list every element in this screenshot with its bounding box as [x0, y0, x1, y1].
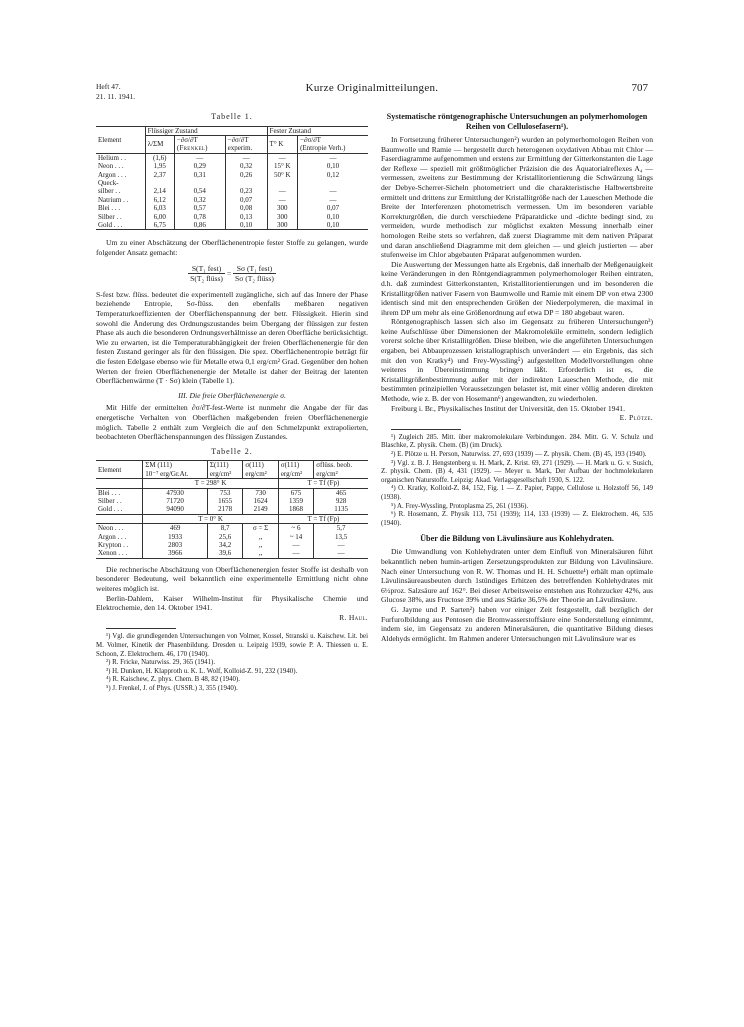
equation: $\frac{\text{S(T₁ fest)}}{\text{S(T₂ flüss)}}$ = $\frac{\text{Sσ (T₁ fest)}}{\text{Sσ (T₂ flüss)}}$: [190, 263, 274, 284]
table-row: Krypton . . 2803 34,2 ,, — —: [96, 541, 368, 549]
footnote: ⁵) J. Frenkel, J. of Phys. (USSR.) 3, 355 (1940).: [106, 684, 238, 692]
section-heading: III. Die freie Oberflächenenergie σ.: [178, 390, 286, 400]
col-frenkel-bot: (Frenkel): [176, 144, 208, 153]
footnote: ³) H. Dunken, H. Klapproth u. K. L. Wolf, Kolloid-Z. 91, 232 (1940).: [106, 667, 298, 675]
table-row: Argon . . . 1933 25,6 ,, ~ 14 13,5: [96, 533, 368, 541]
paragraph: Die Auswertung der Messungen hatte als Ergebnis, daß innerhalb der Meßgenauigkeit keine Veränderungen in den Röntgendiagrammen polymerhomologer Reihen eintraten, d.h. daß zumindest Gitterkonstanten, Kristallitorientierungen und im besonderen die Kristallitgrößen nativer Fasern von Baumwolle und Ramie mit einem DP von etwa 2300 identisch sind mit den entsprechenden Größen der Niederpolymeren, die maximal in ihrem DP um mehr als eine Größenordnung auf etwa DP = 180 abgebaut waren.: [381, 259, 653, 317]
table-1: [96, 126, 368, 231]
paragraph: Freiburg i. Br., Physikalisches Institut der Universität, den 15. Oktober 1941.: [391, 403, 625, 413]
author-signature: R. Haul.: [339, 612, 368, 622]
t2-col-1: ΣM (111): [143, 461, 208, 470]
t2-temp-fp2: T = Tf (Fp): [278, 514, 368, 523]
col-vern-top: −∂σ/∂T: [300, 136, 321, 144]
paragraph: Die rechnerische Abschätzung von Oberflächenenergien fester Stoffe ist deshalb von besonderer Bedeutung, weil bekanntlich eine experimentelle Ermittlung nicht ohne weiteres möglich ist.: [96, 564, 368, 593]
running-title: Kurze Originalmitteilungen.: [305, 82, 439, 94]
t2-temp-298: T = 298° K: [143, 479, 279, 488]
footnote: ⁴) O. Kratky, Kolloid-Z. 84, 152, Fig. 1 — Z. Papier, Pappe, Cellulose u. Holzstoff 56, 149 (1938).: [381, 485, 653, 501]
article-title: Systematische röntgenographische Untersuchungen an polymerhomologen Reihen von Cellulosefasern¹).: [386, 112, 648, 131]
table-row: Silber . . 6,00 0,78 0,13 300 0,10: [96, 213, 368, 221]
table-row: Xenon . . . 3966 39,6 ,, — —: [96, 549, 368, 558]
table2-caption: Tabelle 2.: [211, 446, 253, 456]
table-row: Natrium . . 6,12 0,32 0,07 — —: [96, 196, 368, 204]
author-signature: E. Plötze.: [619, 413, 653, 423]
issue-number: Heft 47.: [96, 82, 121, 91]
t2-col-2: Σ(111): [207, 461, 242, 470]
footnote: ²) R. Fricke, Naturwiss. 29, 365 (1941).: [106, 659, 216, 667]
t2-col-3: σ(111): [243, 461, 278, 470]
col-exp-bot: experim.: [227, 144, 253, 153]
footnote: ⁶) R. Hosemann, Z. Physik 113, 751 (1939); 114, 133 (1939) — Z. Elektrochem. 46, 535 (1940).: [381, 511, 653, 527]
table-2: Element ΣM (111) Σ(111) σ(111) σ(111) σflüss. beob. 10⁻⁷ erg/Gr.At. erg/cm² erg/cm² erg/cm² erg/cm² T = 298° K T = Tf (Fp) Blei . . . 47930 753 730 675 465 Silber . . 71720 1655 1624 1359 928 Gold . . . 94090 2178 2149 1868 1135 T = 0° K T = Tf (Fp) Neon . . . 469 8,7 σ = Σ ~ 6 5,7 Argon . . . 1933 25,6 ,, ~ 14 13,5 Krypton . . 2803 34,2 ,, — — Xenon . . . 3966 39,6 ,, — —: [96, 460, 368, 558]
table-row: Gold . . . 6,75 0,86 0,10 300 0,10: [96, 221, 368, 230]
paragraph: Die Umwandlung von Kohlehydraten unter dem Einfluß von Mineralsäuren führt bekanntlich neben humin-artigen Zersetzungsprodukten zur Bildung von Lävulinsäure. Nach einer Untersuchung von R. W. Thomas und H. H. Schuette¹) erhält man optimale Lävulinsäureausbeuten durch 1stündiges Erhitzen des betreffenden Kohlehydrates mit 6½proz. Salzsäure auf 162°. Bei dieser Arbeitsweise entstehen aus Rohrzucker 42%, aus Glucose 38%, aus Fructose 39% und aus Stärke 36,5% der Theorie an Lävulinsäure.: [381, 547, 653, 605]
t2-col-5: σflüss. beob.: [314, 461, 368, 470]
t2-temp-0: T = 0° K: [143, 514, 279, 523]
footnote: ³) Vgl. z. B. J. Hengstenberg u. H. Mark, Z. Krist. 69, 271 (1929). — H. Mark u. G. v. Susich, Z. physik. Chem. (B) 4, 431 (1929). — Meyer u. Mark, Der Aufbau der hochmolekularen organischen Naturstoffe. Leipzig: Akad. Verlagsgesellschaft 1930, S. 122.: [381, 459, 653, 484]
footnotes: [96, 633, 368, 693]
table-row: Neon . . . 469 8,7 σ = Σ ~ 6 5,7: [96, 524, 368, 533]
right-column: [381, 112, 653, 643]
table-row: Queck-: [96, 179, 368, 187]
col-T: T° K: [267, 136, 298, 154]
t2-col-4: σ(111): [278, 461, 313, 470]
paragraph: Um zu einer Abschätzung der Oberflächenentropie fester Stoffe zu gelangen, wurde folgender Ansatz gemacht:: [96, 238, 368, 258]
paragraph: G. Jayme und P. Sarten²) haben vor einiger Zeit festgestellt, daß bezüglich der Furfurolbildung aus Pentosen die Bromwasserstoffsäure eine Sonderstellung einnimmt, indem sie, im Gegensatz zu anderen Mineralsäuren, die quantitative Bildung dieses Aldehyds ermöglicht. Im Rahmen anderer Untersuchungen mit Lävulinsäure war es: [381, 604, 653, 643]
eq-denominator-1: S(T₂ flüss): [190, 274, 223, 284]
paragraph: S-fest bzw. flüss. bedeutet die experimentell zugängliche, sich auf das Innere der Phase beziehende Entropie, Sσ-flüss. den ebenfalls meßbaren negativen Temperaturkoeffizienten der Oberflächenspannung der betr. Flüssigkeit. Hierin sind sowohl die Änderung des Ordnungszustandes beim Übergang der flüssigen zur festen Phase als auch die besonderen Ordnungsverhältnisse an deren Oberfläche berücksichtigt. Wie zu erwarten, ist die Temperaturabhängigkeit der freien Oberflächenenergie für den festen Zustand geringer als für den flüssigen. Die spez. Oberflächenentropie beträgt für die festen Edelgase ebenso wie für Metalle etwa 0,1 erg/cm² Grad. Gegenüber den hohen Werten der freien Oberflächenenergie der Metalle ist daher der Beitrag der latenten Oberflächenwärme (T · Sσ) klein (Tabelle 1).: [96, 289, 368, 386]
eq-numerator-1: S(T₁ fest): [188, 264, 225, 275]
table-row: silber . . 2,14 0,54 0,23 — —: [96, 187, 368, 195]
table1-body: [96, 153, 368, 230]
issue-date: 21. 11. 1941.: [96, 92, 136, 101]
col-exp-top: −∂σ/∂T: [227, 136, 249, 144]
table-row: Silber . . 71720 1655 1624 1359 928: [96, 497, 368, 505]
footnote: ⁴) R. Kaischew, Z. phys. Chem. B 48, 82 (1940).: [106, 676, 241, 684]
paragraph: In Fortsetzung früherer Untersuchungen²) wurden an polymerhomologen Reihen von Baumwolle und Ramie — hergestellt durch heterogenen oxydativen Abbau mit Chlor — Faserdiagramme aufgenommen und erstens zur Ermittlung der Gitterkonstanten die Lage der Reflexe — speziell mit größtmöglicher Präzision die des Äquatorialreflexes A₄ — vermessen, zweitens zur Bestimmung der Kristallitorientierung die Schwärzung längs der Debye-Scherrer-Sicheln photometriert und die charakteristische Halbwertsbreite ermittelt und drittens zur Ermittlung der Kristallitgröße nach der Laueschen Methode die Breite der Interferenzen photometrisch vermessen. Um im besonderen variable Korrekturgrößen, die durch verschiedene Präparatdicke und -dichte bedingt sind, zu vermeiden, wurde methodisch zur möglichst exakten Messung innerhalb einer homologen Reihe stets so verfahren, daß zuerst Diagramme mit dem nativen Präparat und daran anschließend Diagramme mit dem gleichen — und gleich justierten — aber stufenweise im Chlor abgebauten Präparat aufgenommen wurden.: [381, 135, 653, 260]
footnote: ¹) Zugleich 285. Mitt. über makromolekulare Verbindungen. 284. Mitt. G. V. Schulz und Blaschke, Z. physik. Chem. (B) (im Druck).: [381, 433, 653, 450]
left-column: [96, 112, 368, 694]
col-lambda: λ/ΣM: [145, 136, 174, 154]
footnote: ²) E. Plötze u. H. Person, Naturwiss. 27, 693 (1939) — Z. physik. Chem. (B) 45, 193 (1940).: [391, 451, 647, 458]
table-row: Gold . . . 94090 2178 2149 1868 1135: [96, 505, 368, 514]
table1-caption: Tabelle 1.: [211, 112, 253, 121]
col-frenkel-top: −∂σ/∂T: [176, 136, 198, 144]
t2-temp-fp: T = Tf (Fp): [278, 479, 368, 488]
footnote: ¹) Vgl. die grundlegenden Untersuchungen von Volmer, Kossel, Stranski u. Kaischew. Lit. bei M. Volmer, Kinetik der Phasenbildung. Dresden u. Leipzig 1939, sowie P. A. Thiessen u. E. Schoon, Z. Elektrochem. 46, 170 (1940).: [96, 633, 368, 658]
footnotes: [381, 434, 653, 529]
paragraph: Mit Hilfe der ermittelten ∂σ/∂T-fest-Werte ist nunmehr die Angabe der für das energetische Verhalten von Oberflächen maßgebenden freien Oberflächenenergie möglich. Tabelle 2 enthält zum Vergleich die auf den Schmelzpunkt extrapolierten, beobachteten Oberflächenspannungen des flüssigen Zustandes.: [96, 403, 368, 442]
footnote-divider: [391, 429, 461, 430]
article-title: Über die Bildung von Lävulinsäure aus Kohlehydraten.: [420, 534, 614, 544]
table-row: Blei . . . 6,03 0,57 0,08 300 0,07: [96, 204, 368, 212]
table-row: Neon . . . 1,95 0,29 0,32 15° K 0,10: [96, 162, 368, 170]
table-row: Helium . . (1,6) — — — —: [96, 153, 368, 162]
table-row: Blei . . . 47930 753 730 675 465: [96, 488, 368, 497]
paragraph: Berlin-Dahlem, Kaiser Wilhelm-Institut für Physikalische Chemie und Elektrochemie, den 14. Oktober 1941.: [96, 593, 368, 613]
eq-numerator-2: Sσ (T₁ fest): [233, 264, 276, 275]
footnote-divider: [106, 628, 176, 629]
t2-col-element: Element: [96, 461, 143, 479]
paragraph: Röntgenographisch lassen sich also im Gegensatz zu früheren Untersuchungen³) keine Aufschlüsse über Dimensionen der Makromoleküle ermitteln, sondern lediglich vorerst solche über Kristallitgrößen. Diese bleiben, wie die angeführten Untersuchungen ergaben, bei Abbauprozessen kristallographisch unverändert — ein Ergebnis, das sich mit den von Kratky⁴) und Frey-Wyssling⁵) aufgestellten Modellvorstellungen ohne weiteres in Übereinstimmung bringen läßt. Erforderlich ist es, die Kristallitgrößenbestimmung außer mit der indirekten Laueschen Methode, die mit bestimmten prinzipiellen Voraussetzungen belastet ist, mit einer völlig anderen direkten Methode, wie z. B. der von Hosemann⁶) angewandten, zu wiederholen.: [381, 317, 653, 404]
group-solid: Fester Zustand: [267, 126, 368, 135]
table-row: Argon . . . 2,37 0,31 0,26 50° K 0,12: [96, 171, 368, 179]
footnote: ⁵) A. Frey-Wyssling, Protoplasma 25, 261 (1936).: [391, 502, 529, 510]
col-element: Element: [96, 126, 145, 153]
page-number: 707: [631, 82, 648, 94]
page-header: [96, 82, 648, 108]
col-vern-bot: (Entropie Verh.): [300, 144, 346, 153]
eq-denominator-2: Sσ (T₂ flüss): [235, 274, 274, 284]
group-liquid: Flüssiger Zustand: [145, 126, 267, 135]
